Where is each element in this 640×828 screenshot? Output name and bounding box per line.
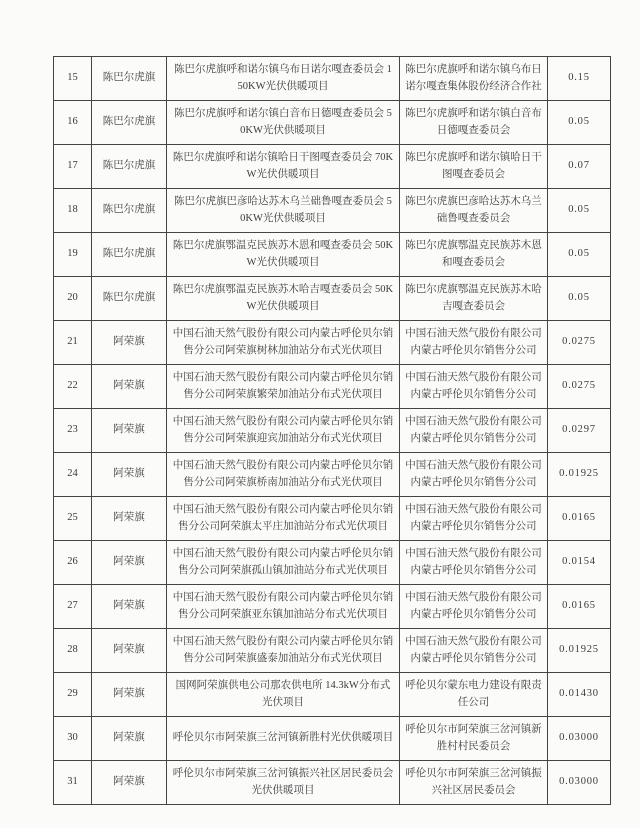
region-cell: 陈巴尔虎旗	[92, 145, 167, 189]
table-body	[54, 57, 611, 805]
project-name-cell: 呼伦贝尔市阿荣旗三岔河镇新胜村光伏供暖项目	[167, 717, 400, 761]
region-cell: 陈巴尔虎旗	[92, 101, 167, 145]
table-row	[54, 541, 611, 585]
project-name-cell: 陈巴尔虎旗呼和诺尔镇乌布日诺尔嘎查委员会 150KW光伏供暖项目	[167, 57, 400, 101]
region-cell: 陈巴尔虎旗	[92, 57, 167, 101]
company-name-cell: 陈巴尔虎旗呼和诺尔镇白音布日德嘎查委员会	[400, 101, 548, 145]
project-name-cell: 中国石油天然气股份有限公司内蒙古呼伦贝尔销售分公司阿荣旗孤山镇加油站分布式光伏项目	[167, 541, 400, 585]
region-cell: 陈巴尔虎旗	[92, 189, 167, 233]
row-number-cell: 25	[54, 497, 92, 541]
company-name-cell: 陈巴尔虎旗呼和诺尔镇乌布日诺尔嘎查集体股份经济合作社	[400, 57, 548, 101]
company-name-cell: 中国石油天然气股份有限公司内蒙古呼伦贝尔销售分公司	[400, 585, 548, 629]
table-row	[54, 409, 611, 453]
region-cell: 陈巴尔虎旗	[92, 277, 167, 321]
table-row	[54, 453, 611, 497]
subsidy-value-cell: 0.01925	[548, 453, 611, 497]
company-name-cell: 中国石油天然气股份有限公司内蒙古呼伦贝尔销售分公司	[400, 365, 548, 409]
subsidy-value-cell: 0.07	[548, 145, 611, 189]
project-name-cell: 陈巴尔虎旗鄂温克民族苏木恩和嘎查委员会 50KW光伏供暖项目	[167, 233, 400, 277]
subsidy-value-cell: 0.05	[548, 101, 611, 145]
subsidy-value-cell: 0.01925	[548, 629, 611, 673]
company-name-cell: 呼伦贝尔市阿荣旗三岔河镇振兴社区居民委员会	[400, 761, 548, 805]
row-number-cell: 18	[54, 189, 92, 233]
row-number-cell: 31	[54, 761, 92, 805]
row-number-cell: 26	[54, 541, 92, 585]
row-number-cell: 22	[54, 365, 92, 409]
table-row	[54, 365, 611, 409]
company-name-cell: 陈巴尔虎旗巴彦哈达苏木乌兰础鲁嘎查委员会	[400, 189, 548, 233]
company-name-cell: 陈巴尔虎旗呼和诺尔镇哈日干图嘎查委员会	[400, 145, 548, 189]
table-row	[54, 761, 611, 805]
company-name-cell: 呼伦贝尔市阿荣旗三岔河镇新胜村村民委员会	[400, 717, 548, 761]
subsidy-value-cell: 0.0297	[548, 409, 611, 453]
row-number-cell: 27	[54, 585, 92, 629]
region-cell: 阿荣旗	[92, 629, 167, 673]
project-name-cell: 陈巴尔虎旗呼和诺尔镇哈日干图嘎查委员会 70KW光伏供暖项目	[167, 145, 400, 189]
region-cell: 阿荣旗	[92, 585, 167, 629]
region-cell: 阿荣旗	[92, 321, 167, 365]
company-name-cell: 中国石油天然气股份有限公司内蒙古呼伦贝尔销售分公司	[400, 497, 548, 541]
subsidy-value-cell: 0.05	[548, 233, 611, 277]
company-name-cell: 呼伦贝尔蒙东电力建设有限责任公司	[400, 673, 548, 717]
subsidy-value-cell: 0.0275	[548, 365, 611, 409]
row-number-cell: 15	[54, 57, 92, 101]
row-number-cell: 16	[54, 101, 92, 145]
project-name-cell: 中国石油天然气股份有限公司内蒙古呼伦贝尔销售分公司阿荣旗亚东镇加油站分布式光伏项目	[167, 585, 400, 629]
region-cell: 阿荣旗	[92, 365, 167, 409]
project-name-cell: 陈巴尔虎旗鄂温克民族苏木哈吉嘎查委员会 50KW光伏供暖项目	[167, 277, 400, 321]
company-name-cell: 中国石油天然气股份有限公司内蒙古呼伦贝尔销售分公司	[400, 629, 548, 673]
project-name-cell: 国网阿荣旗供电公司那农供电所 14.3kW分布式光伏项目	[167, 673, 400, 717]
row-number-cell: 21	[54, 321, 92, 365]
subsidy-value-cell: 0.0165	[548, 497, 611, 541]
region-cell: 阿荣旗	[92, 453, 167, 497]
pv-subsidy-table	[53, 56, 611, 805]
project-name-cell: 中国石油天然气股份有限公司内蒙古呼伦贝尔销售分公司阿荣旗太平庄加油站分布式光伏项目	[167, 497, 400, 541]
table-row	[54, 233, 611, 277]
project-name-cell: 陈巴尔虎旗呼和诺尔镇白音布日德嘎查委员会 50KW光伏供暖项目	[167, 101, 400, 145]
region-cell: 阿荣旗	[92, 497, 167, 541]
table-row	[54, 101, 611, 145]
table-row	[54, 321, 611, 365]
row-number-cell: 30	[54, 717, 92, 761]
subsidy-value-cell: 0.03000	[548, 761, 611, 805]
company-name-cell: 中国石油天然气股份有限公司内蒙古呼伦贝尔销售分公司	[400, 453, 548, 497]
subsidy-value-cell: 0.0165	[548, 585, 611, 629]
region-cell: 阿荣旗	[92, 541, 167, 585]
region-cell: 陈巴尔虎旗	[92, 233, 167, 277]
subsidy-value-cell: 0.05	[548, 189, 611, 233]
subsidy-value-cell: 0.05	[548, 277, 611, 321]
row-number-cell: 24	[54, 453, 92, 497]
region-cell: 阿荣旗	[92, 717, 167, 761]
table-row	[54, 673, 611, 717]
table-row	[54, 57, 611, 101]
project-name-cell: 陈巴尔虎旗巴彦哈达苏木乌兰础鲁嘎查委员会 50KW光伏供暖项目	[167, 189, 400, 233]
company-name-cell: 中国石油天然气股份有限公司内蒙古呼伦贝尔销售分公司	[400, 321, 548, 365]
row-number-cell: 17	[54, 145, 92, 189]
table-row	[54, 497, 611, 541]
project-name-cell: 呼伦贝尔市阿荣旗三岔河镇振兴社区居民委员会光伏供暖项目	[167, 761, 400, 805]
company-name-cell: 陈巴尔虎旗鄂温克民族苏木恩和嘎查委员会	[400, 233, 548, 277]
project-name-cell: 中国石油天然气股份有限公司内蒙古呼伦贝尔销售分公司阿荣旗繁荣加油站分布式光伏项目	[167, 365, 400, 409]
table-row	[54, 629, 611, 673]
row-number-cell: 23	[54, 409, 92, 453]
project-name-cell: 中国石油天然气股份有限公司内蒙古呼伦贝尔销售分公司阿荣旗盛泰加油站分布式光伏项目	[167, 629, 400, 673]
project-name-cell: 中国石油天然气股份有限公司内蒙古呼伦贝尔销售分公司阿荣旗迎宾加油站分布式光伏项目	[167, 409, 400, 453]
company-name-cell: 陈巴尔虎旗鄂温克民族苏木哈吉嘎查委员会	[400, 277, 548, 321]
region-cell: 阿荣旗	[92, 761, 167, 805]
subsidy-value-cell: 0.15	[548, 57, 611, 101]
project-name-cell: 中国石油天然气股份有限公司内蒙古呼伦贝尔销售分公司阿荣旗桥南加油站分布式光伏项目	[167, 453, 400, 497]
row-number-cell: 19	[54, 233, 92, 277]
table-row	[54, 189, 611, 233]
row-number-cell: 20	[54, 277, 92, 321]
table-row	[54, 277, 611, 321]
table-row	[54, 145, 611, 189]
subsidy-value-cell: 0.03000	[548, 717, 611, 761]
region-cell: 阿荣旗	[92, 673, 167, 717]
company-name-cell: 中国石油天然气股份有限公司内蒙古呼伦贝尔销售分公司	[400, 541, 548, 585]
table-row	[54, 585, 611, 629]
project-name-cell: 中国石油天然气股份有限公司内蒙古呼伦贝尔销售分公司阿荣旗树林加油站分布式光伏项目	[167, 321, 400, 365]
subsidy-value-cell: 0.0275	[548, 321, 611, 365]
company-name-cell: 中国石油天然气股份有限公司内蒙古呼伦贝尔销售分公司	[400, 409, 548, 453]
subsidy-value-cell: 0.0154	[548, 541, 611, 585]
subsidy-value-cell: 0.01430	[548, 673, 611, 717]
row-number-cell: 29	[54, 673, 92, 717]
table-row	[54, 717, 611, 761]
row-number-cell: 28	[54, 629, 92, 673]
region-cell: 阿荣旗	[92, 409, 167, 453]
